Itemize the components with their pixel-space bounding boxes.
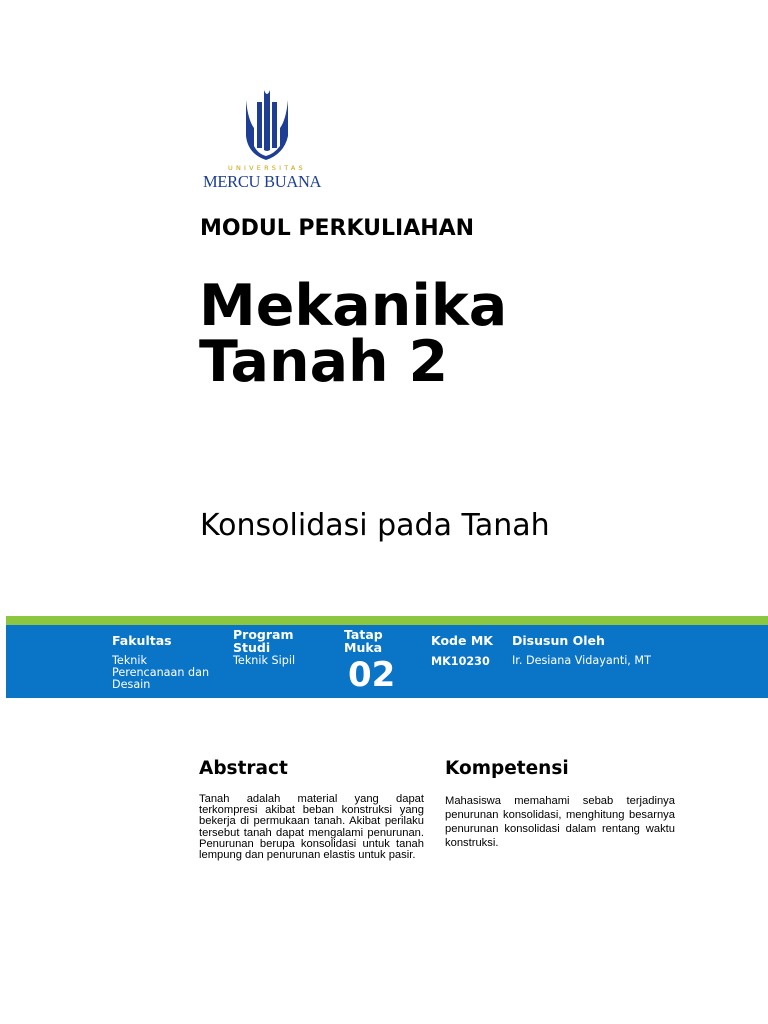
logo-university-name: MERCU BUANA	[203, 172, 322, 191]
logo-university-label: UNIVERSITAS	[228, 164, 306, 172]
modul-label: MODUL PERKULIAHAN	[200, 216, 475, 241]
course-title	[199, 273, 508, 395]
kode-mk-label: Kode MK	[431, 633, 493, 648]
disusun-oleh-label: Disusun Oleh	[512, 633, 605, 648]
tatap-muka-label: Tatap Muka	[344, 627, 383, 655]
kompetensi-heading: Kompetensi	[445, 758, 569, 779]
university-logo	[200, 88, 335, 194]
mercu-buana-emblem-icon	[244, 88, 290, 160]
module-subtitle: Konsolidasi pada Tanah	[200, 508, 550, 543]
kode-mk-value: MK10230	[431, 655, 490, 668]
program-studi-label: Program Studi	[233, 627, 294, 655]
kompetensi-body: Mahasiswa memahami sebab terjadinya penurunan konsolidasi, menghitung besarnya penurunan konsolidasi dalam rentang waktu konstruksi.	[445, 795, 675, 849]
fakultas-label: Fakultas	[112, 633, 172, 648]
course-title-line2: Tanah 2	[199, 329, 449, 395]
info-band	[6, 625, 768, 698]
program-studi-value: Teknik Sipil	[233, 654, 296, 667]
abstract-body: Tanah adalah material yang dapat terkompresi akibat beban konstruksi yang bekerja di permukaan tanah. Akibat perilaku tersebut tanah dapat mengalami penurunan. Penurunan berupa konsolidasi untuk tanah lempung dan penurunan elastis untuk pasir.	[199, 793, 424, 862]
course-title-line1: Mekanika	[199, 273, 508, 339]
fakultas-value: Teknik Perencanaan dan Desain	[112, 654, 210, 691]
info-band-accent	[6, 616, 768, 625]
tatap-muka-value: 02	[348, 655, 396, 695]
abstract-heading: Abstract	[199, 758, 288, 779]
disusun-oleh-value: Ir. Desiana Vidayanti, MT	[512, 654, 651, 667]
